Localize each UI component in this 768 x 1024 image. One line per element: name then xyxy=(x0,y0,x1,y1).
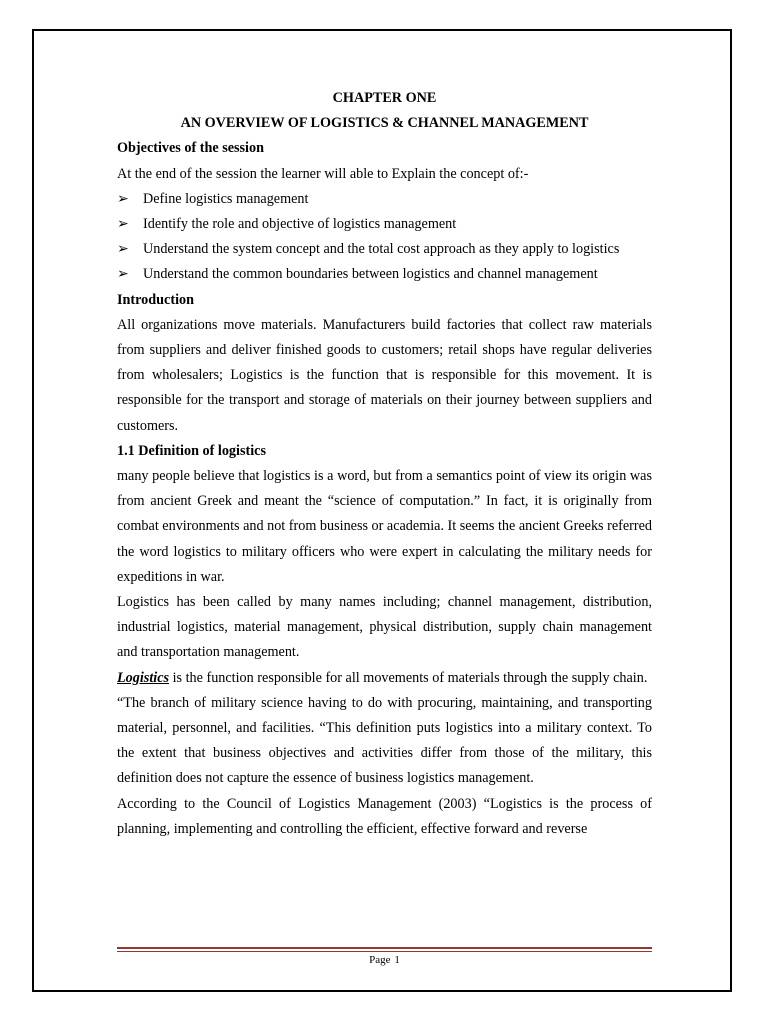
definition-paragraph-5: According to the Council of Logistics Management (2003) “Logistics is the process of planning, implementing and controlling the efficient, effective forward and reverse xyxy=(117,795,652,837)
objective-text: Identify the role and objective of logistics management xyxy=(143,216,457,233)
definition-paragraph-4: “The branch of military science having to do with procuring, maintaining, and transporting material, personnel, and facilities. “This definition puts logistics into a military context. To the extent that business objectives and activities differ from those of the military, this definition does not capture the essence of business logistics management. xyxy=(117,694,652,787)
chapter-title: CHAPTER ONE xyxy=(332,90,437,106)
arrow-bullet-icon: ➢ xyxy=(117,216,129,233)
definition-paragraph-1: many people believe that logistics is a word, but from a semantics point of view its origin was from ancient Greek and meant the “science of computation.” In fact, it is originally from combat environments and not from business or academia. It seems the ancient Greeks referred the word logistics to military officers who were expert in calculating the military needs for expeditions in war. xyxy=(117,468,652,585)
logistics-term: Logistics xyxy=(117,669,170,686)
objective-text: Understand the system concept and the total cost approach as they apply to logistics xyxy=(143,241,620,258)
arrow-bullet-icon: ➢ xyxy=(117,241,129,258)
list-item xyxy=(117,187,652,212)
objectives-list xyxy=(117,187,652,288)
objectives-intro: At the end of the session the learner will able to Explain the concept of:- xyxy=(117,165,529,182)
definition-paragraph-3-text: is the function responsible for all movements of materials through the supply chain. xyxy=(169,669,648,686)
definition-paragraph-2: Logistics has been called by many names including; channel management, distribution, industrial logistics, material management, physical distribution, supply chain management and transportation management. xyxy=(117,594,652,661)
introduction-heading: Introduction xyxy=(117,291,194,308)
objective-text: Understand the common boundaries between logistics and channel management xyxy=(143,266,598,283)
objectives-heading: Objectives of the session xyxy=(117,140,264,157)
definition-heading: 1.1 Definition of logistics xyxy=(117,442,266,459)
definition-paragraph-3 xyxy=(117,666,652,691)
introduction-paragraph: All organizations move materials. Manufacturers build factories that collect raw materials from suppliers and deliver finished goods to customers; retail shops have regular deliveries from wholesalers; Logistics is the function that is responsible for this movement. It is responsible for the transport and storage of materials on their journey between suppliers and customers. xyxy=(117,316,652,434)
arrow-bullet-icon: ➢ xyxy=(117,266,129,283)
list-item xyxy=(117,262,652,287)
page-number: 1 xyxy=(394,954,400,966)
chapter-subtitle: AN OVERVIEW OF LOGISTICS & CHANNEL MANAGEMENT xyxy=(180,115,589,132)
page-footer xyxy=(0,953,768,967)
list-item xyxy=(117,212,652,237)
page-label: Page xyxy=(369,954,391,966)
footer-rule xyxy=(117,947,652,952)
objective-text: Define logistics management xyxy=(143,190,309,207)
list-item xyxy=(117,237,652,262)
page-content xyxy=(117,86,652,842)
arrow-bullet-icon: ➢ xyxy=(117,190,129,207)
